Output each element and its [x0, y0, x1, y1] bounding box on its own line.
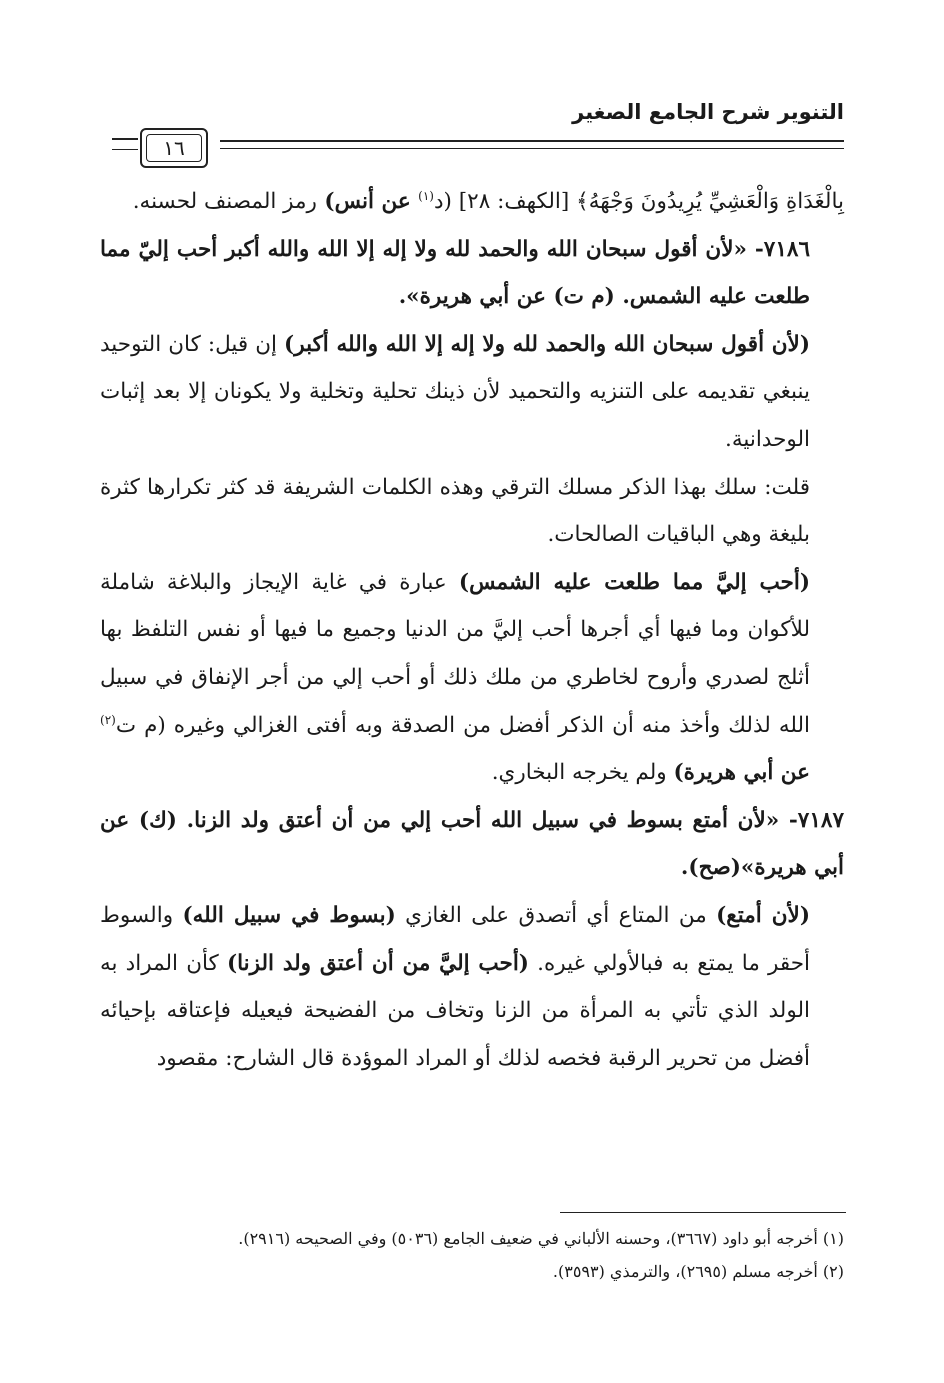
page-number-box — [140, 128, 208, 168]
commentary-text: إن قيل: كان التوحيد ينبغي تقديمه على التنزيه والتحميد لأن ذينك تحلية وتخلية ولا يكونان إلا بعد إثبات الوحدانية. — [100, 331, 810, 452]
narrator-bold: عن أبي هريرة) — [673, 760, 810, 786]
page-number: ١٦ — [163, 136, 185, 160]
footnote-separator — [560, 1212, 846, 1213]
commentary-text: والسوط أحقر ما يمتع به فبالأولي غيره. — [100, 902, 810, 976]
running-title: التنوير شرح الجامع الصغير — [572, 100, 844, 124]
page-number-ornament — [112, 138, 138, 150]
header-rule — [220, 140, 844, 142]
page-number-frame — [146, 134, 202, 162]
footnote-2: (٢) أخرجه مسلم (٢٦٩٥)، والترمذي (٣٥٩٣). — [552, 1262, 844, 1281]
paragraph-text: رمز المصنف لحسنه. — [132, 189, 317, 214]
commentary-paragraph-2: قلت: سلك بهذا الذكر مسلك الترقي وهذه الكلمات الشريفة قد كثر تكرارها كثرة بليغة وهي الباقيات الصالحات. — [100, 474, 810, 548]
footnote-ref-1[interactable]: (١) — [418, 188, 434, 203]
main-text — [100, 178, 844, 1082]
commentary-text: من المتاع أي أتصدق على الغازي — [395, 902, 717, 928]
footnote-1: (١) أخرجه أبو داود (٣٦٦٧)، وحسنه الألباني في ضعيف الجامع (٥٠٣٦) وفي الصحيحه (٢٩١٦). — [238, 1229, 844, 1248]
hadith-7187: ٧١٨٧- «لأن أمتع بسوط في سبيل الله أحب إلي من أن أعتق ولد الزنا. (ك) عن أبي هريرة»(صح). — [100, 807, 844, 881]
paragraph-continuation — [100, 178, 844, 226]
commentary-paragraph-3 — [100, 559, 844, 797]
quoted-phrase: (أحب إليَّ من أن أعتق ولد الزنا) — [226, 950, 529, 976]
hadith-7186: ٧١٨٦- «لأن أقول سبحان الله والحمد لله ولا إله إلا الله والله أكبر أحب إليّ مما طلعت عليه الشمس. (م ت) عن أبي هريرة». — [100, 236, 810, 310]
commentary-paragraph-4 — [100, 892, 844, 1082]
footnotes — [100, 1222, 844, 1288]
commentary-text: ولم يخرجه البخاري. — [491, 760, 674, 786]
quoted-phrase: (أحب إليَّ مما طلعت عليه الشمس) — [458, 569, 810, 595]
quoted-phrase: (بسوط في سبيل الله) — [182, 902, 396, 928]
quoted-phrase: (لأن أمتع) — [716, 902, 810, 928]
narrator-bold: عن أنس) — [316, 189, 419, 214]
footnote-ref-2[interactable]: (٢) — [100, 712, 116, 727]
commentary-text: كأن المراد به الولد الذي تأتي به المرأة من الزنا وتخاف من الفضيحة فيعيله فإعتاقه بإحيائه أفضل من تحرير الرقبة فخصه لذلك أو المراد الموؤدة قال الشارح: مقصود — [100, 950, 810, 1071]
quoted-phrase: (لأن أقول سبحان الله والحمد لله ولا إله إلا الله والله أكبر) — [284, 331, 810, 357]
header-rule-thin — [220, 148, 844, 149]
commentary-paragraph — [100, 321, 844, 464]
verse-text: بِالْغَدَاةِ وَالْعَشِيِّ يُرِيدُونَ وَجْهَهُ﴾ [الكهف: ٢٨] (د — [433, 189, 844, 214]
commentary-text: عبارة في غاية الإيجاز والبلاغة شاملة للأكوان وما فيها أي أجرها أحب إليَّ من الدنيا وجميع ما فيها أو نفس التلفظ بها أثلج لصدري وأروح لخاطري من ملك ذلك أو أحب إلي من أجر الإنفاق في سبيل الله لذلك وأخذ منه أن الذكر أفضل من الصدقة وبه أفتى الغزالي وغيره (م ت — [100, 569, 810, 738]
